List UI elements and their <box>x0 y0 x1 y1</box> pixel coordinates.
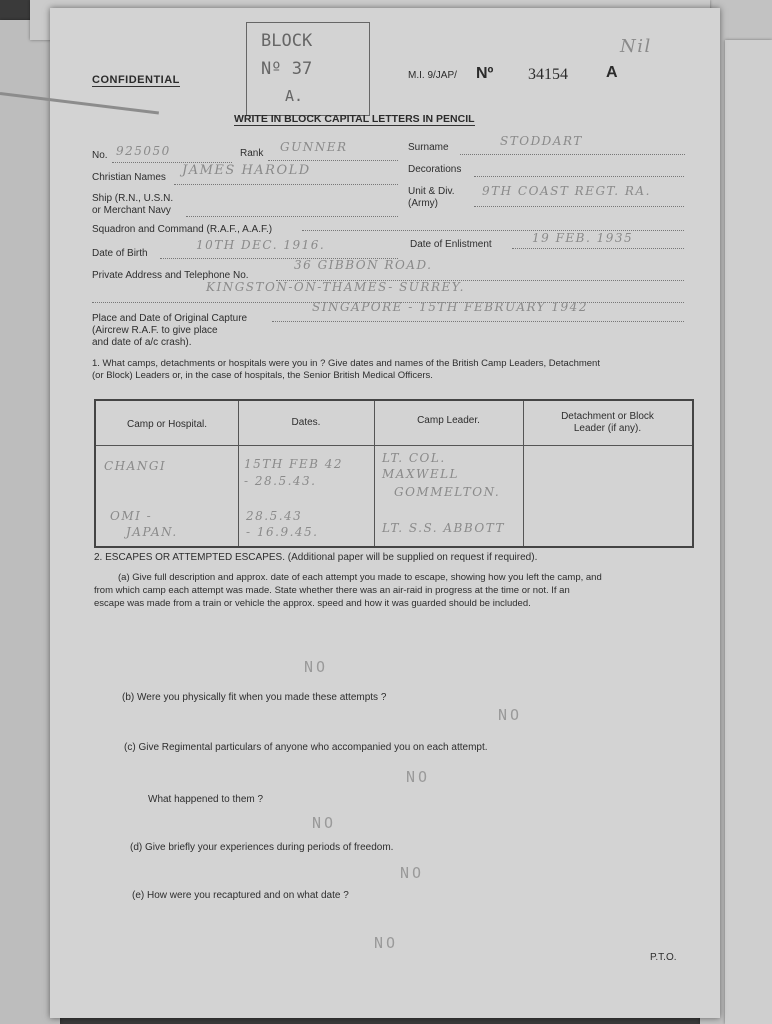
question-2c: (c) Give Regimental particulars of anyone who accompanied you on each attempt. <box>124 742 488 753</box>
christian-names-value: JAMES HAROLD <box>182 163 311 178</box>
squadron-label: Squadron and Command (R.A.F., A.A.F.) <box>92 224 273 235</box>
surname-line <box>460 154 685 155</box>
capture-label-3: and date of a/c crash). <box>92 337 192 348</box>
surname-value: STODDART <box>500 134 583 148</box>
form-page <box>50 8 720 1018</box>
table-row-1-leader-1: LT. COL. <box>382 451 446 465</box>
question-1-line-2: (or Block) Leaders or, in the case of hospitals, the Senior British Medical Officers. <box>92 370 433 381</box>
table-row-1-dates-2: - 28.5.43. <box>244 474 317 488</box>
answer-2c: NO <box>406 768 431 786</box>
decorations-label: Decorations <box>408 164 462 175</box>
unit-line <box>474 206 684 207</box>
enlistment-label: Date of Enlistment <box>410 239 492 250</box>
table-row-1-leader-2: MAXWELL <box>382 467 460 481</box>
nil-mark: Nil <box>620 36 652 57</box>
rank-label: Rank <box>240 148 264 159</box>
address-label: Private Address and Telephone No. <box>92 270 249 281</box>
question-2a-line-3: escape was made from a train or vehicle the approx. speed and how it was guarded should be included. <box>94 598 531 609</box>
answer-2c-followup: NO <box>312 814 337 832</box>
ship-line <box>186 216 398 217</box>
instruction-heading: WRITE IN BLOCK CAPITAL LETTERS IN PENCIL <box>234 113 475 125</box>
stamp-line-1: BLOCK <box>261 31 313 51</box>
table-row-2-camp: OMI - <box>110 509 153 523</box>
block-stamp <box>246 22 370 116</box>
no-label: No. <box>92 150 108 161</box>
decorations-line <box>474 176 684 177</box>
ship-label-1: Ship (R.N., U.S.N. <box>92 193 174 204</box>
background-sheet-right-2 <box>725 40 772 1024</box>
ship-label-2: or Merchant Navy <box>92 205 171 216</box>
table-row-2-camp-2: JAPAN. <box>126 525 178 539</box>
question-2a-line-2: from which camp each attempt was made. State whether there was an air-raid in progress at the time or not. If an <box>94 585 570 596</box>
capture-label-1: Place and Date of Original Capture <box>92 313 248 324</box>
confidential-label: CONFIDENTIAL <box>92 74 180 86</box>
ref-no-label: Nº <box>476 65 494 82</box>
unit-value: 9TH COAST REGT. RA. <box>482 184 651 198</box>
address-value-1: 36 GIBBON ROAD. <box>294 258 433 272</box>
no-value: 925050 <box>116 144 171 158</box>
answer-2d: NO <box>400 864 425 882</box>
capture-value: SINGAPORE - 15TH FEBRUARY 1942 <box>312 300 588 314</box>
capture-label-2: (Aircrew R.A.F. to give place <box>92 325 218 336</box>
table-row-1-leader-3: GOMMELTON. <box>394 485 501 499</box>
table-header-rule <box>96 445 692 446</box>
question-2-title: 2. ESCAPES OR ATTEMPTED ESCAPES. (Additional paper will be supplied on request if required). <box>94 552 538 563</box>
table-row-1-camp: CHANGI <box>104 459 167 473</box>
address-value-2: KINGSTON-ON-THAMES- SURREY. <box>206 280 465 294</box>
stamp-line-2: Nº 37 <box>261 59 313 79</box>
unit-label-1: Unit & Div. <box>408 186 455 197</box>
dob-value: 10TH DEC. 1916. <box>196 238 326 252</box>
answer-2b: NO <box>498 706 523 724</box>
rank-line <box>268 160 398 161</box>
ref-suffix: A <box>606 64 618 81</box>
question-1-line-1: 1. What camps, detachments or hospitals were you in ? Give dates and names of the British Camp Leaders, Detachment <box>92 358 600 369</box>
question-2a-line-1: (a) Give full description and approx. date of each attempt you made to escape, showing how you left the camp, and <box>118 572 602 583</box>
table-header-detachment-2: Leader (if any). <box>573 423 642 434</box>
table-row-2-dates-2: - 16.9.45. <box>246 525 319 539</box>
table-row-2-leader-1: LT. S.S. ABBOTT <box>382 521 505 535</box>
christian-names-line <box>174 184 398 185</box>
table-row-2-dates-1: 28.5.43 <box>246 509 303 523</box>
ref-serial: 34154 <box>528 66 568 83</box>
dob-label: Date of Birth <box>92 248 148 259</box>
surname-label: Surname <box>408 142 449 153</box>
ref-prefix: M.I. 9/JAP/ <box>408 70 457 81</box>
answer-2e: NO <box>374 934 399 952</box>
pto-label: P.T.O. <box>650 952 677 963</box>
rank-value: GUNNER <box>280 140 348 154</box>
table-header-camp: Camp or Hospital. <box>126 419 208 430</box>
christian-names-label: Christian Names <box>92 172 166 183</box>
camps-table <box>94 399 694 548</box>
question-2d: (d) Give briefly your experiences during periods of freedom. <box>130 842 394 853</box>
answer-2a: NO <box>304 658 329 676</box>
capture-line <box>272 321 684 322</box>
question-2b: (b) Were you physically fit when you made these attempts ? <box>122 692 387 703</box>
question-2e: (e) How were you recaptured and on what date ? <box>132 890 349 901</box>
enlistment-value: 19 FEB. 1935 <box>532 231 634 245</box>
unit-label-2: (Army) <box>408 198 438 209</box>
table-header-leader: Camp Leader. <box>417 415 480 426</box>
table-header-dates: Dates. <box>291 417 321 428</box>
enlistment-line <box>512 248 684 249</box>
table-header-detachment-1: Detachment or Block <box>561 411 654 422</box>
stamp-line-3: A. <box>285 87 304 105</box>
question-2c-followup: What happened to them ? <box>148 794 264 805</box>
table-row-1-dates-1: 15TH FEB 42 <box>244 457 344 471</box>
